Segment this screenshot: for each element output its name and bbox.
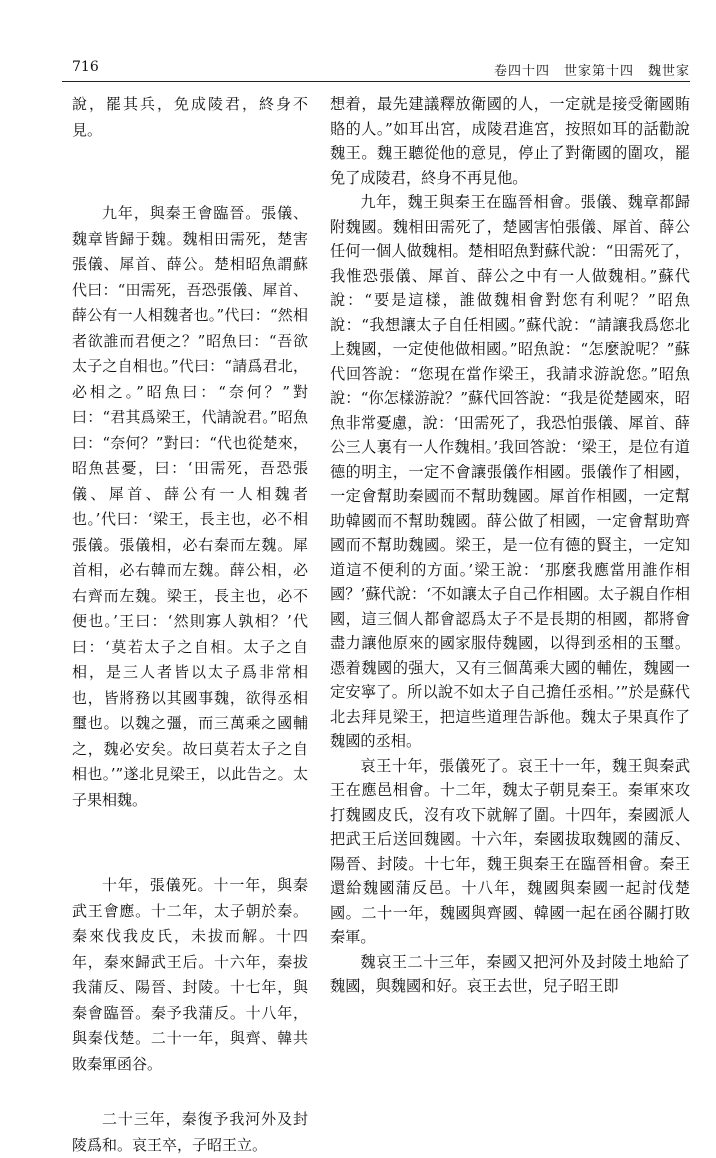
classical-text-column [72,92,308,1158]
classical-paragraph-1: 說，罷其兵，免成陵君，終身不見。 [72,95,308,139]
page-header [62,59,690,81]
translation-column [330,92,690,999]
running-title: 卷四十四 世家第十四 魏世家 [493,64,690,79]
classical-paragraph-3: 十年，張儀死。十一年，與秦武王會應。十二年，太子朝於秦。秦來伐我皮氏，未拔而解。十四年，秦來歸武王后。十六年，秦拔我蒲反、陽晉、封陵。十七年，與秦會臨晉。秦予我蒲反。十八年，與秦伐楚。二十一年，與齊、韓共敗秦軍函谷。 [72,876,308,1073]
classical-paragraph-4: 二十三年，秦復予我河外及封陵爲和。哀王卒，子昭王立。 [72,1110,308,1154]
classical-paragraph-2: 九年，與秦王會臨晉。張儀、魏章皆歸于魏。魏相田需死，楚害張儀、犀首、薛公。楚相昭魚謂蘇代曰：“田需死，吾恐張儀、犀首、薛公有一人相魏者也。”代曰：“然相者欲誰而君便之？”昭魚曰：“吾欲太子之自相也。”代曰：“請爲君北，必相之。”昭魚曰：“奈何？”對曰：“君其爲梁王，代請說君。”昭魚曰：“奈何？”對曰：“代也從楚來，昭魚甚憂，曰：‘田需死，吾恐張儀、犀首、薛公有一人相魏者也。’代曰：‘梁王，長主也，必不相張儀。張儀相，必右秦而左魏。犀首相，必右韓而左魏。薛公相，必右齊而左魏。梁王，長主也，必不便也。’王曰：‘然則寡人孰相？’代曰：‘莫若太子之自相。太子之自相，是三人者皆以太子爲非常相也，皆將務以其國事魏，欲得丞相璽也。以魏之彊，而三萬乘之國輔之，魏必安矣。故曰莫若太子之自相也。’”遂北見梁王，以此告之。太子果相魏。 [72,204,308,809]
translation-paragraph-4: 魏哀王二十三年，秦國又把河外及封陵土地給了魏國，與魏國和好。哀王去世，兒子昭王即 [330,952,690,995]
translation-paragraph-1: 想着，最先建議釋放衛國的人，一定就是接受衛國賄賂的人。”如耳出宮，成陵君進宮，按照如耳的話勸說魏王。魏王聽從他的意見，停止了對衛國的圍攻，罷免了成陵君，終身不再見他。 [330,95,690,187]
translation-paragraph-3: 哀王十年，張儀死了。哀王十一年，魏王與秦武王在應邑相會。十二年，魏太子朝見秦王。秦軍來攻打魏國皮氏，沒有攻下就解了圍。十四年，秦國派人把武王后送回魏國。十六年，秦國拔取魏國的蒲反、陽晉、封陵。十七年，魏王與秦王在臨晉相會。秦王還給魏國蒲反邑。十八年，魏國與秦國一起討伐楚國。二十一年，魏國與齊國、韓國一起在函谷關打敗秦軍。 [330,756,690,946]
page-number: 716 [72,59,99,75]
header-rule [62,81,690,82]
translation-paragraph-2: 九年，魏王與秦王在臨晉相會。張儀、魏章都歸附魏國。魏相田需死了，楚國害怕張儀、犀首、薛公任何一個人做魏相。楚相昭魚對蘇代說：“田需死了，我惟恐張儀、犀首、薛公之中有一人做魏相。”蘇代說：“要是這樣，誰做魏相會對您有利呢？”昭魚說：“我想讓太子自任相國。”蘇代說：“請讓我爲您北上魏國，一定使他做相國。”昭魚說：“怎麼說呢？”蘇代回答說：“您現在當作梁王，我請求游說您。”昭魚說：“你怎樣游說？”蘇代回答說：“我是從楚國來，昭魚非常憂慮，說：‘田需死了，我恐怕張儀、犀首、薛公三人裏有一人作魏相。’我回答說：‘梁王，是位有道德的明主，一定不會讓張儀作相國。張儀作了相國，一定會幫助秦國而不幫助魏國。犀首作相國，一定幫助韓國而不幫助魏國。薛公做了相國，一定會幫助齊國而不幫助魏國。梁王，是一位有德的賢主，一定知道這不便利的方面。’梁王說：‘那麼我應當用誰作相國？’蘇代說：‘不如讓太子自己作相國。太子親自作相國，這三個人都會認爲太子不是長期的相國，都將會盡力讓他原來的國家服侍魏國，以得到丞相的玉璽。憑着魏國的强大，又有三個萬乘大國的輔佐，魏國一定安寧了。所以說不如太子自己擔任丞相。’”於是蘇代北去拜見梁王，把這些道理告訴他。魏太子果真作了魏國的丞相。 [330,193,690,750]
